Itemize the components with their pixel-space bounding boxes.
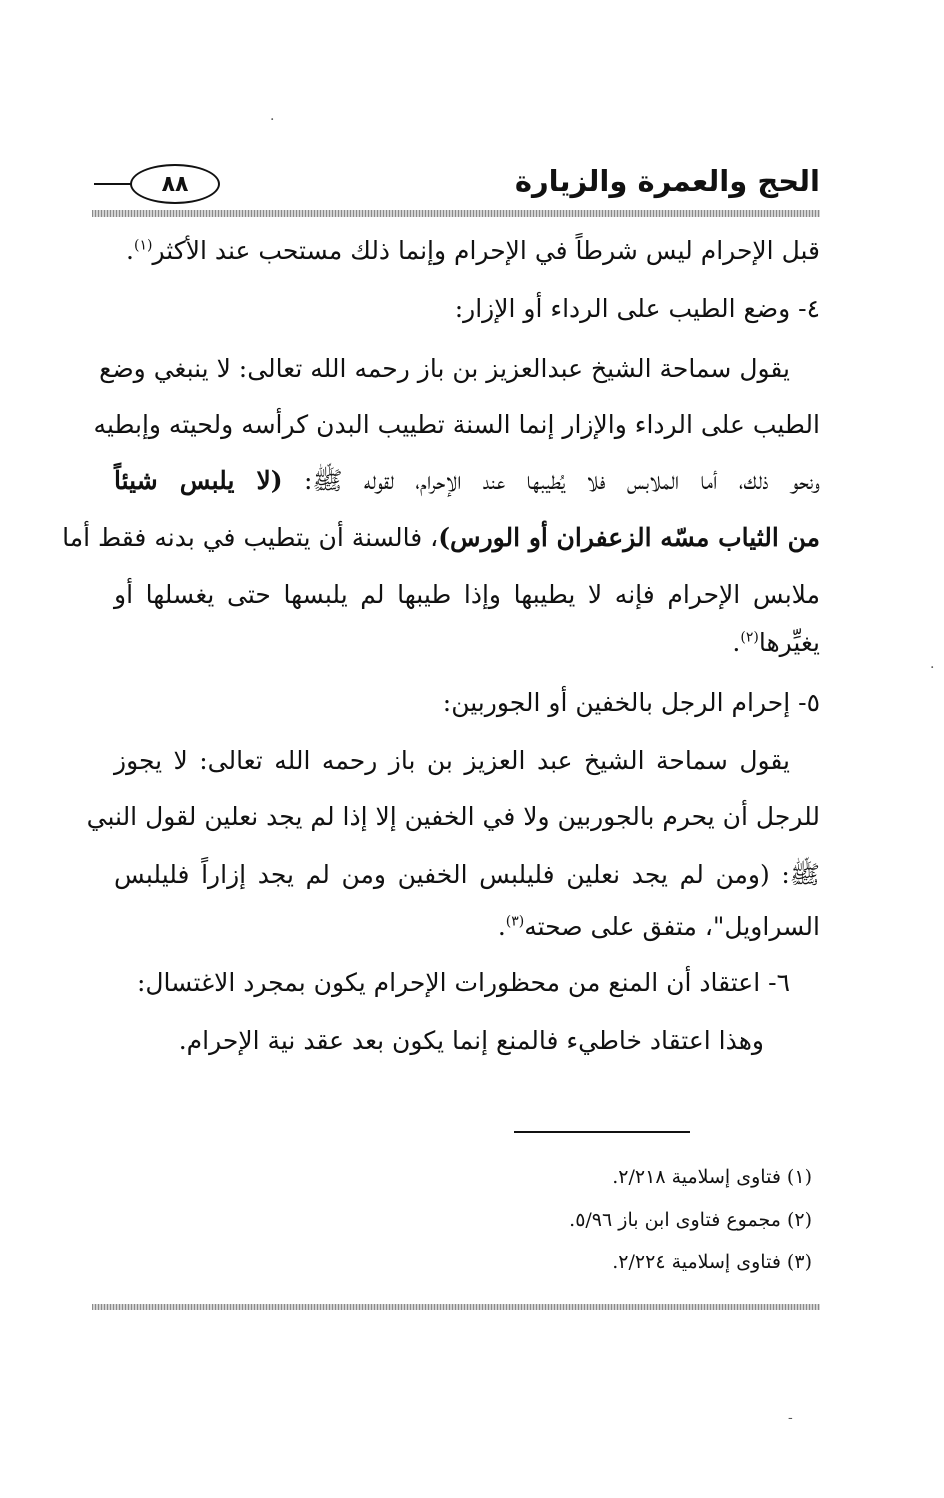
text-line-4: الطيب على الرداء والإزار إنما السنة تطييب البدن كرأسه ولحيته وإبطيه — [93, 410, 820, 439]
text-line-3: يقول سماحة الشيخ عبدالعزيز بن باز رحمه الله تعالى: لا ينبغي وضع — [99, 354, 790, 383]
header-rule — [92, 210, 820, 217]
footnote-ref-3: (٣) — [505, 913, 525, 930]
page-number: ٨٨ — [130, 164, 220, 204]
text-line-1: قبل الإحرام ليس شرطاً في الإحرام وإنما ذلك مستحب عند الأكثر$^{(١)}$. — [126, 236, 820, 265]
page-header — [92, 158, 820, 214]
text-line-5: ونحو ذلك، أما الملابس فلا يُطيبها عند الإحرام، لقوله ﷺ: (لا يلبس شيئاً — [114, 466, 820, 495]
scan-speck: - — [788, 1410, 793, 1426]
text-line-11: للرجل أن يحرم بالجوربين ولا في الخفين إلا إذا لم يجد نعلين لقول النبي — [86, 802, 820, 831]
text-line-12: ﷺ: (ومن لم يجد نعلين فليلبس الخفين ومن لم يجد إزاراً فليلبس — [114, 860, 820, 889]
book-title: الحج والعمرة والزيارة — [514, 164, 820, 198]
text-line-10: يقول سماحة الشيخ عبد العزيز بن باز رحمه الله تعالى: لا يجوز — [114, 746, 790, 775]
footer-rule — [92, 1304, 820, 1310]
text-line-7: ملابس الإحرام فإنه لا يطيبها وإذا طيبها لم يلبسها حتى يغسلها أو — [114, 580, 820, 609]
section-heading-5: ٥- إحرام الرجل بالخفين أو الجوربين: — [442, 688, 820, 717]
footnote-2: (٢) مجموع فتاوى ابن باز ٥/٩٦. — [569, 1209, 812, 1231]
text-line-8: يغيِّرها$^{(٢)}$. — [732, 628, 820, 657]
footnote-ref-1: (١) — [133, 237, 153, 254]
hadith-quote-end: من الثياب مسّه الزعفران أو الورس) — [438, 523, 820, 552]
footnote-ref-2: (٢) — [740, 629, 759, 646]
footnote-3: (٣) فتاوى إسلامية ٢/٢٢٤. — [612, 1251, 812, 1273]
scan-speck: · — [270, 112, 275, 128]
hadith-quote-start: (لا يلبس شيئاً — [114, 466, 283, 495]
text-line-15: وهذا اعتقاد خاطيء فالمنع إنما يكون بعد عقد نية الإحرام. — [178, 1026, 764, 1055]
section-heading-6: ٦- اعتقاد أن المنع من محظورات الإحرام يكون بمجرد الاغتسال: — [136, 968, 790, 997]
footnote-separator — [514, 1131, 690, 1133]
section-heading-4: ٤- وضع الطيب على الرداء أو الإزار: — [454, 294, 820, 323]
text-line-6: من الثياب مسّه الزعفران أو الورس)، فالسنة أن يتطيب في بدنه فقط أما — [62, 523, 820, 552]
text-line-13: السراويل"، متفق على صحته$^{(٣)}$. — [497, 912, 820, 941]
footnote-1: (١) فتاوى إسلامية ٢/٢١٨. — [612, 1166, 812, 1188]
scan-speck: · — [930, 660, 935, 676]
